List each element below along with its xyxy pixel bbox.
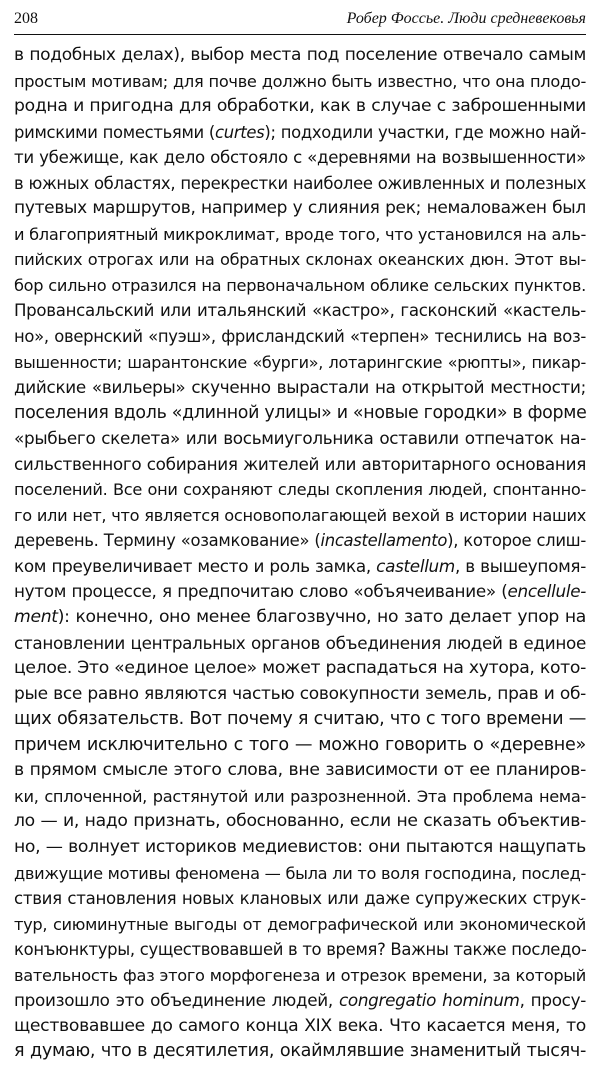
text-run: в южных областях, перекрестки наиболее оживленных и полезных (14, 173, 586, 193)
text-run: вательность фаз этого морфогенеза и отрезок времени, за который (14, 965, 586, 985)
text-run: ло — и, надо признать, обоснованно, если не сказать объектив- (14, 811, 586, 832)
text-line (14, 784, 586, 810)
text-run: конъюнктуры, существовавшей в то время? Важны также последо- (14, 940, 587, 960)
text-line (14, 988, 586, 1014)
text-run: но», овернский «пуэш», фрисландский «терпен» теснились на воз- (14, 327, 586, 347)
text-run: поселения вдоль «длинной улицы» и «новые городки» в форме (14, 402, 587, 423)
text-run: родна и пригодна для обработки, как в случае с заброшенными (14, 96, 586, 117)
text-run: рые все равно являются частью совокупности земель, прав и об- (14, 683, 586, 704)
text-run: я думаю, что в десятилетия, окаймлявшие знаменитый тысяч- (14, 1041, 586, 1062)
text-line (14, 94, 586, 120)
text-run: в подобных делах), выбор места под поселение отвечало самым (14, 45, 586, 65)
text-line (14, 145, 586, 171)
text-run: простым мотивам; для почве должно быть известно, что она плодо- (14, 71, 586, 91)
text-run: го или нет, что является основополагающей вехой в истории наших (14, 505, 586, 525)
page-header (14, 6, 586, 32)
text-run: ществовавшее до самого конца XIX века. Что касается меня, то (14, 1015, 586, 1036)
text-run: сильственного собирания жителей или авторитарного основания (14, 453, 586, 474)
text-run: становлении центральных органов объединения людей в единое (14, 632, 586, 653)
text-line (14, 350, 586, 376)
text-line (14, 120, 586, 146)
text-line (14, 912, 586, 938)
text-line (14, 298, 586, 324)
text-run: пийских отрогах или на обратных склонах океанских дюн. Этот вы- (14, 250, 586, 270)
text-line (14, 758, 586, 784)
text-line (14, 401, 586, 427)
text-line (14, 375, 586, 401)
text-run: бор сильно отразился на первоначальном облике сельских пунктов. (14, 275, 586, 295)
text-line (14, 554, 586, 580)
text-run: дийские «вильеры» скученно вырастали на открытой местности; (14, 377, 586, 398)
text-run: деревень. Термину «озамкование» ( (14, 531, 321, 551)
text-line (14, 579, 586, 605)
text-line (14, 1039, 586, 1065)
text-run: тур, сиюминутные выгоды от демографической или экономической (14, 914, 586, 934)
text-run: вышенности; шарантонские «бурги», лотарингские «рюпты», пикар- (14, 352, 586, 372)
text-line (14, 656, 586, 682)
text-run: ), которое слиш- (447, 531, 586, 551)
text-line (14, 452, 586, 478)
text-run: движущие мотивы феномена — была ли то воля господина, послед- (14, 863, 586, 883)
text-run: Провансальский или итальянский «кастро», гасконский «кастель- (14, 301, 586, 321)
text-run: ): конечно, оно менее благозвучно, но зато делает упор на (57, 607, 586, 628)
text-run: путевых маршрутов, например у слияния рек; немаловажен был (14, 198, 586, 219)
text-line (14, 528, 586, 554)
text-line (14, 43, 586, 69)
text-run: «рыбьего скелета» или восьмиугольника оставили отпечаток на- (14, 428, 586, 449)
text-line (14, 196, 586, 222)
text-line (14, 963, 586, 989)
text-line (14, 886, 586, 912)
text-line (14, 861, 586, 887)
italic-term: encellule- (507, 581, 586, 602)
text-line (14, 631, 586, 657)
text-run: причем исключительно с того — можно говорить о «деревне» (14, 734, 586, 755)
text-run: римскими поместьями ( (14, 122, 216, 142)
text-run: но, — волнует историков медиевистов: они пытаются нащупать (14, 836, 586, 857)
text-line (14, 273, 586, 299)
text-run: , в вышеупомя- (454, 555, 586, 576)
text-run: ствия становления новых клановых или даже супружеских струк- (14, 889, 586, 909)
header-rule (14, 34, 586, 35)
text-line (14, 835, 586, 861)
text-line (14, 171, 586, 197)
text-line (14, 222, 586, 248)
text-run: нутом процессе, я предпочитаю слово «объячеивание» ( (14, 581, 508, 602)
page-number: 208 (14, 10, 38, 27)
text-line (14, 69, 586, 95)
text-line (14, 733, 586, 759)
body-text (14, 43, 586, 1065)
text-line (14, 809, 586, 835)
text-line (14, 707, 586, 733)
text-run: целое. Это «единое целое» может распадаться на хутора, кото- (14, 658, 586, 679)
text-line (14, 682, 586, 708)
text-run: , просу- (519, 990, 586, 1011)
text-line (14, 503, 586, 529)
running-head: Робер Фоссье. Люди средневековья (346, 10, 586, 27)
text-run: и благоприятный микроклимат, вроде того, что установился на аль- (14, 224, 586, 244)
text-run: ); подходили участки, где можно най- (264, 122, 586, 142)
italic-term: congregatio hominum (338, 990, 520, 1011)
text-run: произошло это объединение людей, (14, 990, 339, 1011)
italic-term: ment (14, 607, 58, 628)
text-run: щих обязательств. Вот почему я считаю, что с того времени — (14, 709, 586, 730)
text-line (14, 426, 586, 452)
italic-term: curtes (215, 122, 265, 142)
text-line (14, 247, 586, 273)
italic-term: castellum (376, 555, 455, 576)
text-line (14, 324, 586, 350)
text-line (14, 477, 586, 503)
text-run: ки, сплоченной, растянутой или разрозненной. Эта проблема нема- (14, 786, 586, 806)
text-line (14, 605, 586, 631)
text-line (14, 937, 586, 963)
text-run: в прямом смысле этого слова, вне зависимости от ее планиров- (14, 760, 586, 781)
italic-term: incastellamento (320, 531, 448, 551)
text-run: поселений. Все они сохраняют следы скопления людей, спонтанно- (14, 480, 586, 500)
text-run: ти убежище, как дело обстояло с «деревнями на возвышенности» (14, 148, 586, 168)
text-run: ком преувеличивает место и роль замка, (14, 555, 377, 576)
